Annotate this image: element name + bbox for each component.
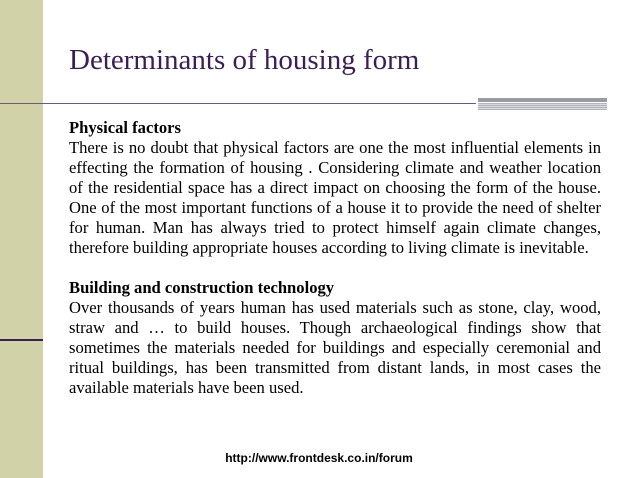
section-spacer bbox=[69, 258, 601, 278]
section-physical-factors bbox=[69, 118, 601, 258]
title-underline-accent-bar bbox=[478, 98, 607, 102]
title-underline-accent-stripes bbox=[478, 103, 607, 110]
left-accent-band bbox=[0, 0, 43, 478]
section-heading: Physical factors bbox=[69, 118, 181, 137]
slide-content bbox=[69, 118, 601, 398]
section-body: There is no doubt that physical factors are one the most influential elements in effecting the formation of housing . Considering climate and weather location of the residential space has a direct impact on choosing the form of the house. One of the most important functions of a house it to provide the need of shelter for human. Man has always tried to protect himself again climate changes, therefore building appropriate houses according to living climate is inevitable. bbox=[69, 138, 601, 257]
section-heading: Building and construction technology bbox=[69, 278, 335, 297]
section-body: Over thousands of years human has used materials such as stone, clay, wood, straw and … to build houses. Though archaeological findings show that sometimes the materials needed for buildings and especially ceremonial and ritual buildings, has been transmitted from distant lands, in most cases the available materials have been used. bbox=[69, 298, 601, 397]
title-underline bbox=[0, 103, 476, 104]
footer-url: http://www.frontdesk.co.in/forum bbox=[225, 451, 413, 465]
slide-title: Determinants of housing form bbox=[69, 44, 420, 76]
section-building-technology bbox=[69, 278, 601, 398]
left-band-divider bbox=[0, 339, 43, 341]
